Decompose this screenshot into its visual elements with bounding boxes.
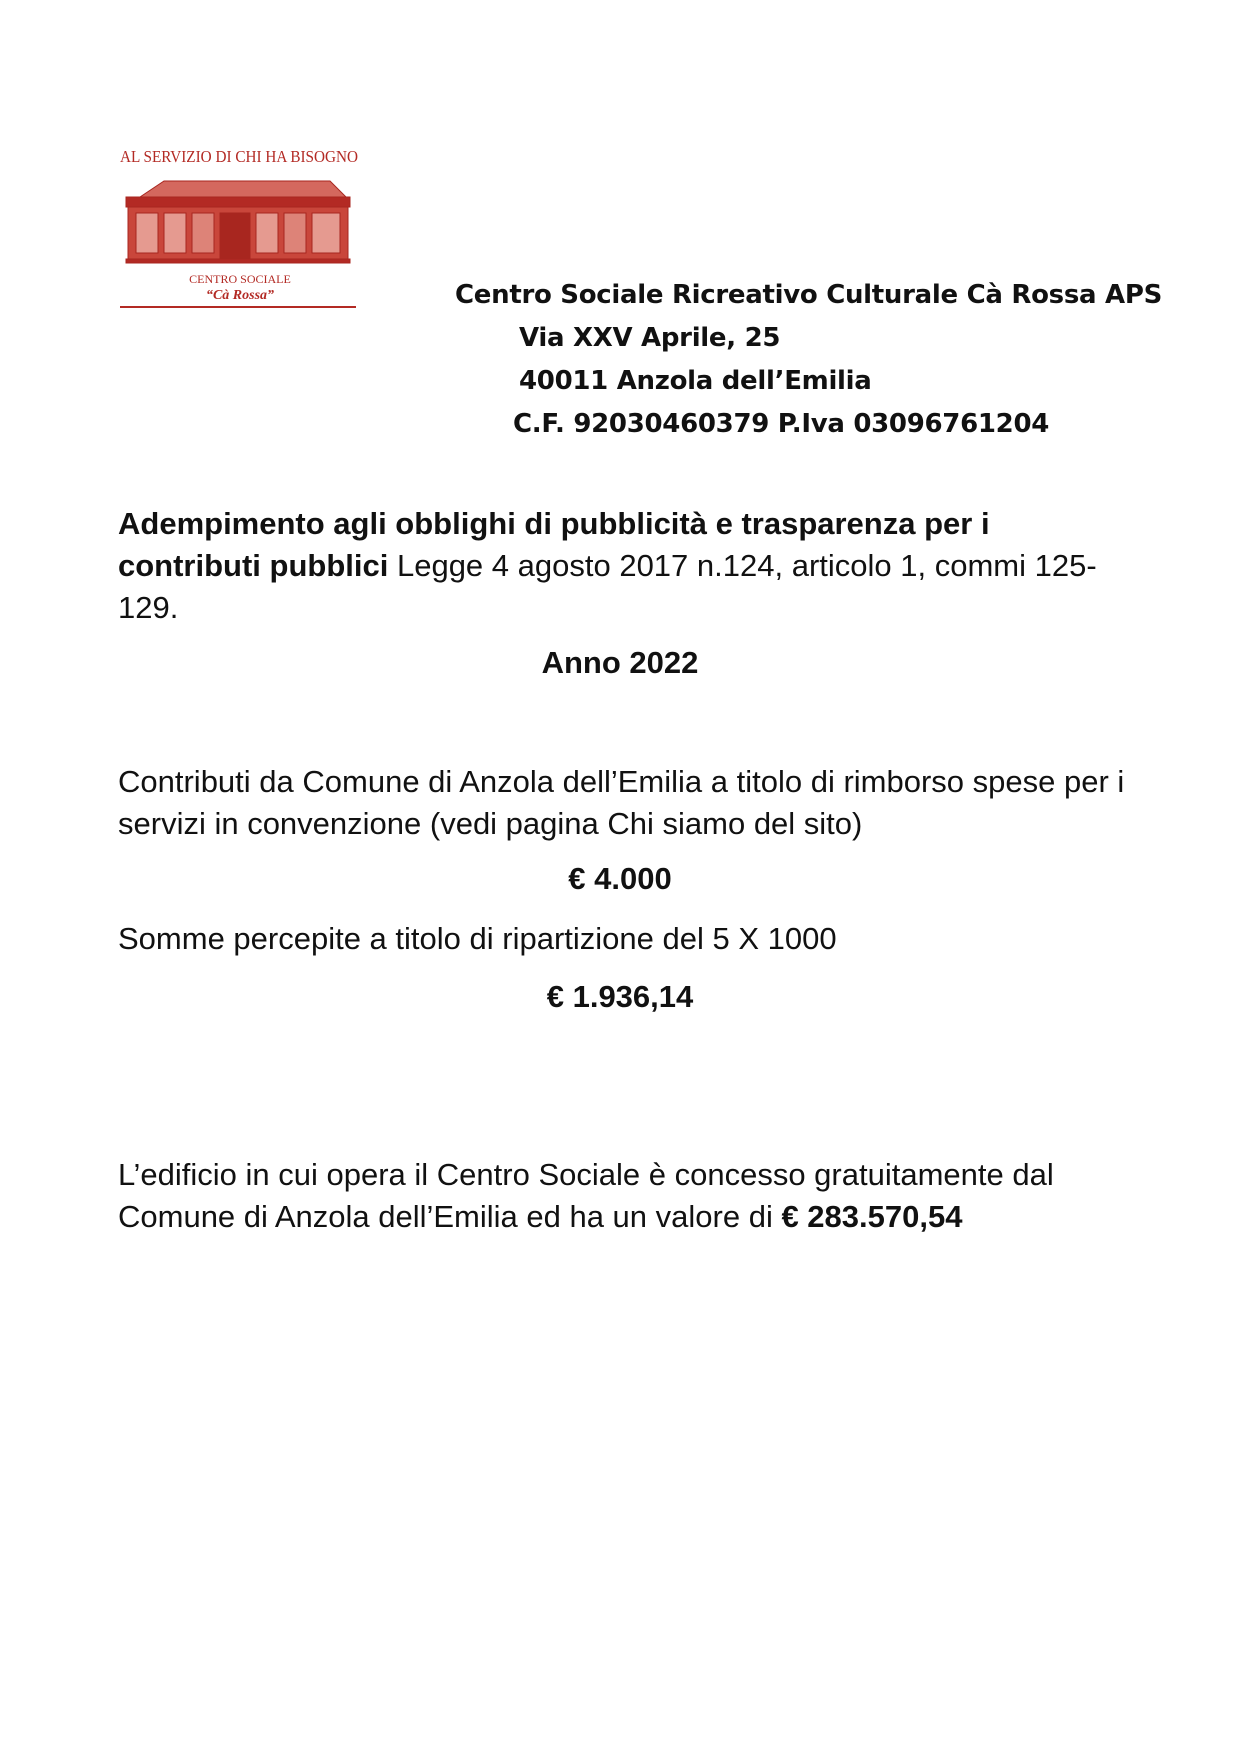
centro-sociale-logo <box>118 145 362 315</box>
contribution-1-text: Contributi da Comune di Anzola dell’Emilia a titolo di rimborso spese per i servizi in convenzione (vedi pagina Chi siamo del sito) <box>118 764 1125 841</box>
logo-bottom-text-2: “Cà Rossa” <box>205 288 275 303</box>
organization-name: Centro Sociale Ricreativo Culturale Cà Rossa APS <box>455 280 1163 310</box>
logo-bottom-text-1: CENTRO SOCIALE <box>189 272 291 286</box>
logo-top-text: AL SERVIZIO DI CHI HA BISOGNO <box>120 147 358 166</box>
organization-tax-ids: C.F. 92030460379 P.Iva 03096761204 <box>513 409 1050 439</box>
contribution-2-text: Somme percepite a titolo di ripartizione del 5 X 1000 <box>118 921 837 956</box>
year-title: Anno 2022 <box>541 645 699 680</box>
building-paragraph <box>118 1154 1158 1238</box>
building-icon <box>126 181 350 263</box>
building-text: L’edificio in cui opera il Centro Sociale è concesso gratuitamente dal Comune di Anzola dell’Emilia ed ha un valore di <box>118 1157 1054 1234</box>
document-heading <box>118 503 1128 629</box>
building-amount: € 283.570,54 <box>781 1199 963 1234</box>
contribution-2-amount: € 1.936,14 <box>546 979 694 1014</box>
heading-normal-text: Legge 4 agosto 2017 n.124, articolo 1, commi 125-129. <box>118 548 1097 625</box>
contribution-1-amount: € 4.000 <box>568 861 672 896</box>
organization-address: Via XXV Aprile, 25 <box>519 323 781 353</box>
organization-city: 40011 Anzola dell’Emilia <box>519 366 872 396</box>
heading-bold-text: Adempimento agli obblighi di pubblicità e trasparenza per i contributi pubblici <box>118 506 990 583</box>
